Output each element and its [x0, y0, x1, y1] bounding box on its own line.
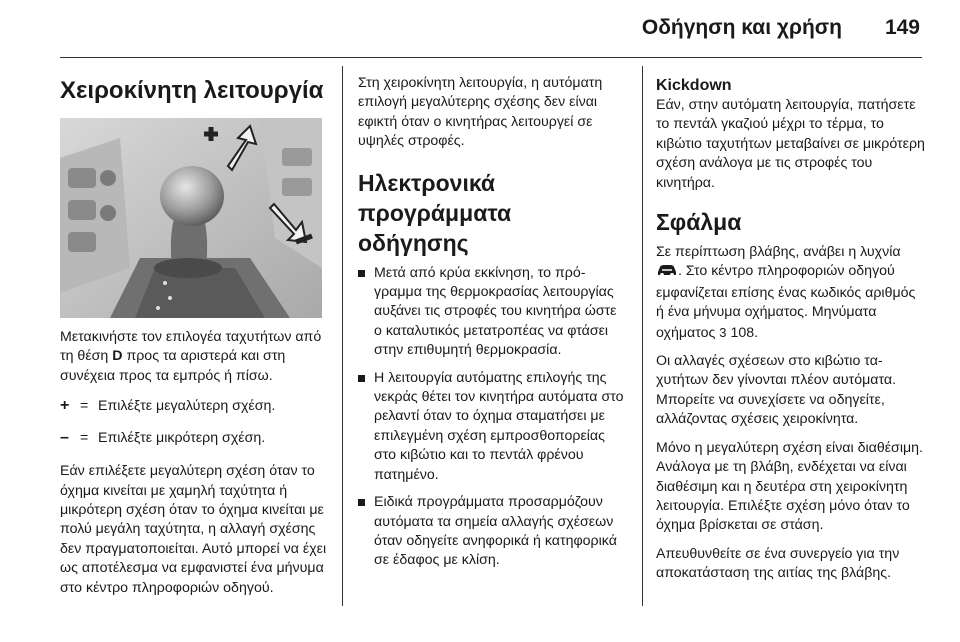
manual-mode-note: Στη χειροκίνητη λειτουργία, η αυτόματη επιλογή μεγαλύτερης σχέσης δεν είναι εφικτή όταν ο κινητήρας λειτουργεί σε υψηλές στροφές. — [358, 75, 603, 150]
column-2 — [358, 66, 628, 571]
upshift-text: Επιλέξτε μεγαλύτερη σχέση. — [98, 398, 276, 415]
bullet-icon — [358, 369, 374, 485]
fault-paragraph-1: Σε περίπτωση βλάβης, ανάβει η λυχνία . Στο κέντρο πληροφοριών οδηγού εμφανίζεται επίσης ένας κωδικός αριθμός ή ένα μήνυμα οχήματος. Μηνύματα οχήματος 3 108. — [656, 244, 916, 341]
chapter-title: Οδήγηση και χρήση — [641, 16, 842, 39]
equals-sign: = — [80, 430, 89, 447]
page-number: 149 — [884, 16, 920, 39]
plus-symbol: + — [60, 397, 70, 415]
equals-sign: = — [80, 398, 89, 415]
fault-paragraph-4: Απευθυνθείτε σε ένα συνεργείο για την αποκατάσταση της αιτίας της βλάβης. — [656, 545, 900, 582]
list-item: Η λειτουργία αυτόματης επιλογής της νεκράς θέτει τον κινητήρα αυτόματα στο ρελαντί όταν το όχημα σταματήσει με επιλεγμένη σχέση εμπροσθοπορείας στο κιβώτιο και το πεντάλ φρένου πατημένο. — [358, 369, 628, 485]
header-rule — [60, 57, 922, 58]
kickdown-text: Εάν, στην αυτόματη λειτουργία, πατήσετε το πεντάλ γκαζιού μέχρι το τέρμα, το κιβώτιο ταχυτήτων μεταβαίνει σε μικρότερη σχέση ανάλογα με τις στροφές του κινητήρα. — [656, 97, 925, 191]
list-item: Ειδικά προγράμματα προσαρμόζουν αυτόματα τα σημεία αλλαγής σχέσεων όταν οδηγείτε ανηφορικά ή κατηφορικά σε έδαφος με κλίση. — [358, 493, 628, 571]
column-divider — [642, 66, 643, 606]
downshift-row — [60, 428, 328, 448]
list-item: Μετά από κρύα εκκίνηση, το πρόγραμμα της θερμοκρασίας λειτουργίας αυξάνει τις στροφές του κινητήρα ώστε ο καταλυτικός μετατροπέας να φτάσει στην επιθυμητή θερμοκρασία. — [358, 264, 628, 361]
page-reference-arrow-icon: 3 — [719, 324, 727, 340]
column-divider — [342, 66, 343, 606]
fault-paragraph-3: Μόνο η μεγαλύτερη σχέση είναι διαθέσιμη. Ανάλογα με τη βλάβη, ενδέχεται να είναι διαθέσιμη και η δευτέρα στη χειροκίνητη λειτουργία. Επιλέξτε σχέση μόνο όταν το όχημα βρίσκεται σε στάση. — [656, 439, 923, 534]
fault-paragraph-2: Οι αλλαγές σχέσεων στο κιβώτιο ταχυτήτων δεν γίνονται πλέον αυτόματα. Μπορείτε να συνεχίσετε να οδηγείτε, αλλάζοντας σχέσεις χειροκίνητα. — [656, 353, 897, 428]
kickdown-heading: Kickdown — [656, 77, 732, 94]
gear-d-label: D — [112, 348, 123, 365]
shift-warning-paragraph: Εάν επιλέξετε μεγαλύτερη σχέση όταν το όχημα κινείται με χαμηλή ταχύτητα ή μικρότερη σχέση όταν το όχημα κινείται με πολύ μεγάλη ταχύτητα, η αλλαγή σχέσης δεν πραγματοποιείται. Αυτό μπορεί να έχει ως αποτέλεσμα να εμφανιστεί ένα μήνυμα στο κέντρο πληροφοριών οδηγού. — [60, 463, 327, 596]
downshift-text: Επιλέξτε μικρότερη σχέση. — [98, 430, 266, 447]
electronic-programs-heading: Ηλεκτρονικά προγράμματα οδήγησης — [358, 169, 512, 256]
page-header — [0, 0, 960, 58]
column-1 — [60, 66, 328, 598]
upshift-row — [60, 396, 328, 416]
manual-mode-instructions: Μετακινήστε τον επιλογέα ταχυτήτων από τη θέση D προς τα αριστερά και στη συνέχεια προς τα εμπρός ή πίσω. — [60, 329, 322, 384]
fault-heading: Σφάλμα — [656, 209, 742, 236]
gear-selector-illustration — [60, 118, 322, 318]
gear-selector-photo — [60, 118, 322, 318]
minus-symbol: – — [60, 429, 69, 447]
car-warning-icon — [656, 263, 678, 283]
manual-mode-heading: Χειροκίνητη λειτουργία — [60, 77, 324, 104]
bullet-icon — [358, 493, 374, 571]
column-3 — [656, 66, 926, 584]
bullet-icon — [358, 264, 374, 361]
